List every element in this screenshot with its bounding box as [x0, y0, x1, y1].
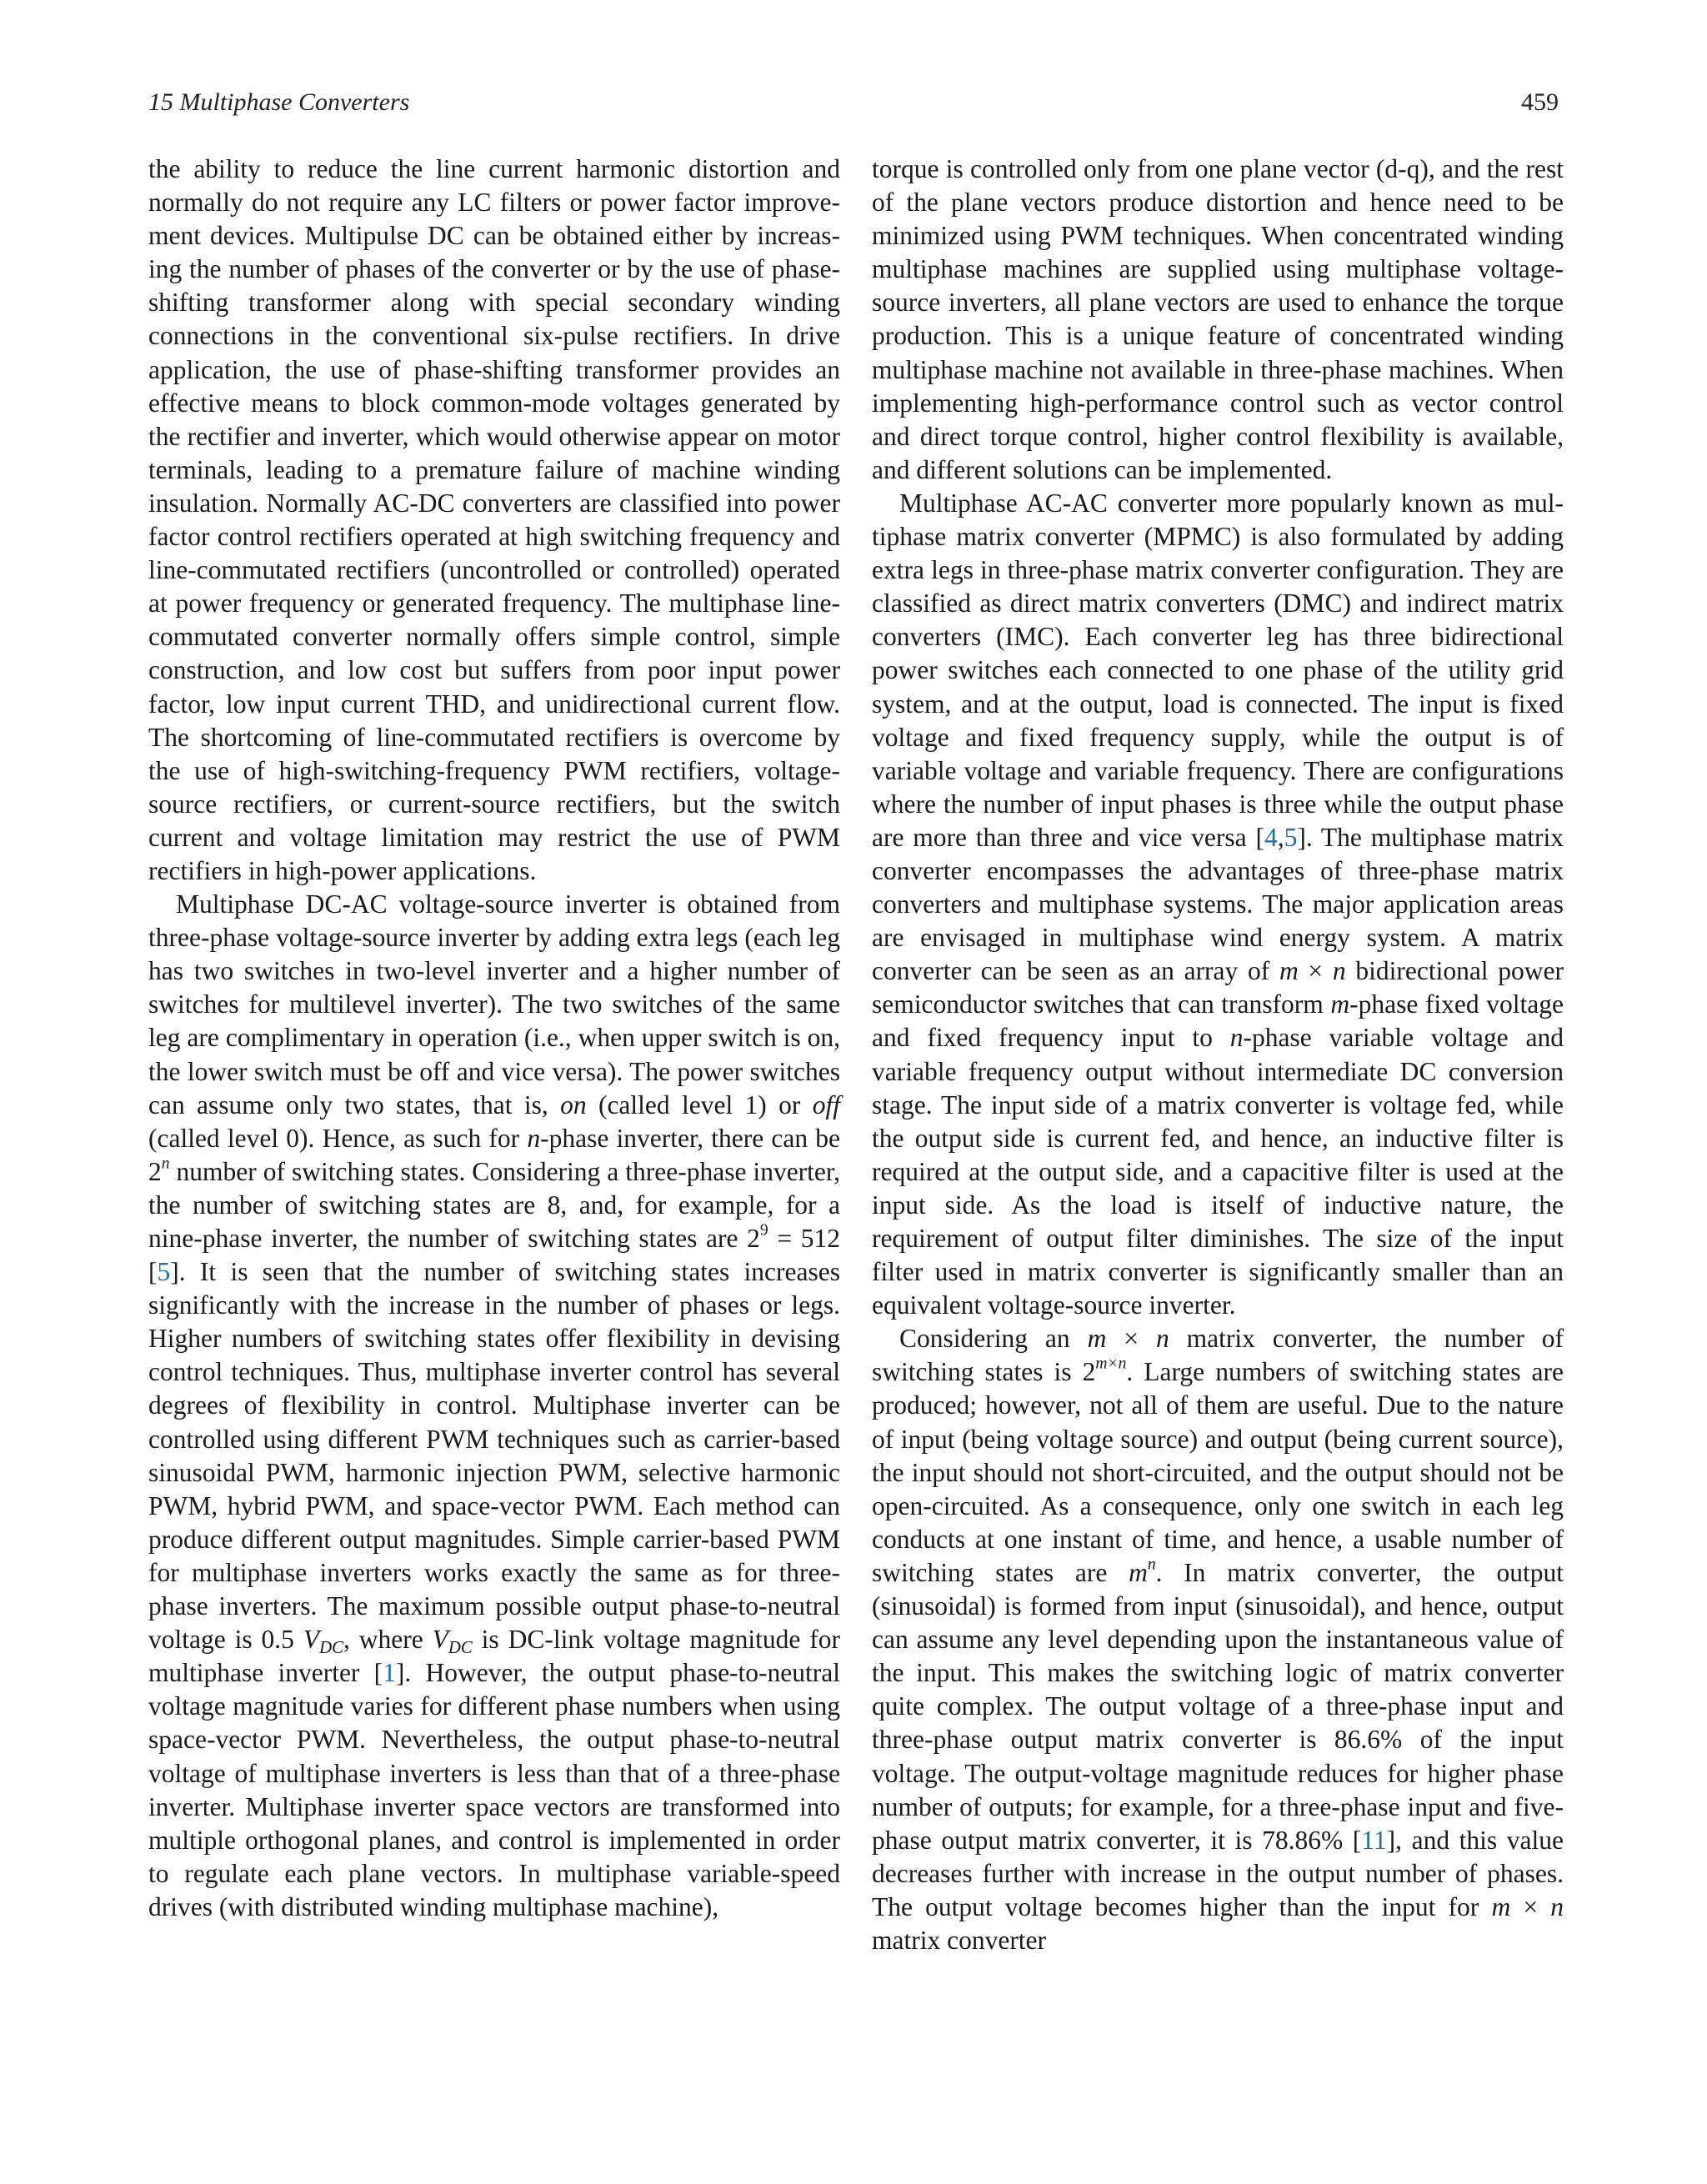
italic-term: off [812, 1089, 840, 1120]
math-subscript: DC [448, 1637, 473, 1657]
paragraph-rectifiers [148, 153, 840, 888]
right-column [872, 153, 1564, 1957]
text-run: is DC-link voltage magnitude for multiphase inverter [ [148, 1625, 840, 1688]
text-run: torque is controlled only from one plane vector (d-q), and the rest of the plane vectors produce distortion and hence need to be minimized using PWM techniques. When concentrated winding multiphase machines are supplied using multiphase voltage-source inverters, all plane vectors are used to enhance the torque production. This is a unique feature of concentrated winding multiphase machine not available in three-phase machines. When implementing high-performance control such as vector control and direct torque control, higher control flexibility is available, and different solutions can be implemented. [872, 154, 1564, 484]
paragraph-switching-states [872, 1322, 1564, 1957]
text-run: (called level 0). Hence, as such for [148, 1123, 528, 1153]
text-run: Multiphase DC-AC voltage-source inverter is obtained from three-phase voltage-source inverter by adding extra legs (each leg has two switches in two-level inverter and a higher number of switches for multilevel inverter). The two switches of the same leg are complimentary in operation (i.e., when upper switch is on, the lower switch must be off and vice versa). The power switches can assume only two states, that is, [148, 889, 840, 1120]
citation-link[interactable]: 5 [1284, 822, 1298, 852]
math-operator: × [1510, 1891, 1551, 1921]
text-run: ]. The multiphase matrix converter encompasses the advantages of three-phase matrix converters and multiphase systems. The major application areas are envisaged in multiphase wind energy system. A matrix converter can be seen as an array of [872, 822, 1564, 986]
paragraph-torque-control [872, 153, 1564, 487]
math-superscript: n [161, 1155, 170, 1173]
math-variable: V [303, 1625, 320, 1655]
text-run: . In matrix converter, the output (sinusoidal) is formed from input (sinusoidal), and hence, output can assume any level depending upon the instantaneous value of the input. This makes the switching logic of matrix converter quite complex. The output voltage of a three-phase input and three-phase output matrix converter is 86.6% of the input voltage. The output-voltage magnitude reduces for higher phase number of outputs; for example, for a three-phase input and five-phase output matrix converter, it is 78.86% [ [872, 1557, 1564, 1855]
text-run: bidirectional power semiconductor switches that can transform [872, 956, 1564, 1019]
text-run: -phase variable voltage and variable frequency output without intermediate DC conversion stage. The input side of a matrix converter is voltage fed, while the output side is current fed, and hence, an inductive filter is required at the output side, and a capacitive filter is used at the input side. As the load is itself of inductive nature, the requirement of output filter diminishes. The size of the input filter used in matrix converter is significantly smaller than an equivalent voltage-source inverter. [872, 1023, 1564, 1320]
math-operator: × [1106, 1324, 1156, 1354]
math-variable: n [1550, 1891, 1564, 1921]
text-run: -phase fixed voltage and fixed frequency input to [872, 989, 1564, 1053]
text-run: (called level 1) or [586, 1089, 813, 1120]
text-run: ]. It is seen that the number of switching states increases significantly with the increase in the number of phases or legs. Higher numbers of switching states offer flexibility in devising control techniques. Thus, multiphase inverter control has several degrees of flexibility in control. Multiphase inverter can be controlled using different PWM techniques such as carrier-based sinusoidal PWM, harmonic injection PWM, selective harmonic PWM, hybrid PWM, and space-vector PWM. Each method can produce different output magnitudes. Simple carrier-based PWM for multiphase inverters works exactly the same as for three-phase inverters. The maximum possible output phase-to-neutral voltage is 0.5 [148, 1257, 840, 1655]
italic-term: on [560, 1089, 587, 1120]
math-variable: m [1279, 956, 1299, 986]
math-variable: m [1129, 1557, 1148, 1587]
citation-link[interactable]: 5 [157, 1257, 171, 1287]
text-run: Multiphase AC-AC converter more popularly known as multiphase matrix converter (MPMC) is also formulated by adding extra legs in three-phase matrix converter configuration. They are classified as direct matrix converters (DMC) and indirect matrix converters (IMC). Each converter leg has three bidirectional power switches each connected to one phase of the utility grid system, and at the output, load is connected. The input is fixed voltage and fixed frequency supply, while the output is of variable voltage and variable frequency. There are configurations where the number of input phases is three while the output phase are more than three and vice versa [ [872, 488, 1564, 852]
text-run: ]. However, the output phase-to-neutral voltage magnitude varies for different phase numbers when using space-vector PWM. Nevertheless, the output phase-to-neutral voltage of multiphase inverters is less than that of a three-phase inverter. Multiphase inverter space vectors are transformed into multiple orthogonal planes, and control is implemented in order to regulate each plane vectors. In multiphase variable-speed drives (with distributed winding multiphase machine), [148, 1658, 840, 1921]
math-variable: n [1229, 1023, 1244, 1053]
text-run: . Large numbers of switching states are produced; however, not all of them are useful. Due to the nature of input (being voltage source) and output (being current source), the input should not short-circuited, and the output should not be open-circuited. As a consequence, only one switch in each leg conducts at one instant of time, and hence, a usable number of switching states are [872, 1357, 1564, 1587]
text-run: matrix converter, the number of switching states is 2 [872, 1324, 1564, 1387]
math-superscript: m×n [1095, 1355, 1127, 1373]
citation-link[interactable]: 11 [1361, 1825, 1387, 1855]
text-run: ], and this value decreases further with increase in the output number of phases. The output voltage becomes higher than the input for [872, 1825, 1564, 1921]
math-variable: m [1087, 1324, 1107, 1354]
math-operator: × [1298, 956, 1333, 986]
math-superscript: 9 [759, 1221, 768, 1240]
chapter-title: 15 Multiphase Converters [148, 88, 410, 116]
paragraph-matrix-converter [872, 487, 1564, 1322]
math-subscript: DC [319, 1637, 343, 1657]
text-run: Considering an [899, 1324, 1088, 1354]
math-superscript: n [1147, 1555, 1156, 1574]
text-run: matrix converter [872, 1925, 1047, 1955]
math-variable: n [527, 1123, 541, 1153]
running-head [148, 88, 1559, 117]
text-run: the ability to reduce the line current harmonic distortion and normally do not require any LC filters or power factor improvement devices. Multipulse DC can be obtained either by increasing the number of phases of the converter or by the use of phase-shifting transformer along with special secondary winding connections in the conventional six-pulse rectifiers. In drive application, the use of phase-shifting transformer provides an effective means to block common-mode voltages generated by the rectifier and inverter, which would otherwise appear on motor terminals, leading to a premature failure of machine winding insulation. Normally AC-DC converters are classified into power factor control rectifiers operated at high switching frequency and line-commutated rectifiers (uncontrolled or controlled) operated at power frequency or generated frequency. The multiphase line-commutated converter normally offers simple control, simple construction, and low cost but suffers from poor input power factor, low input current THD, and unidirectional current flow. The shortcoming of line-commutated rectifiers is overcome by the use of high-switching-frequency PWM rectifiers, voltage-source rectifiers, or current-source rectifiers, but the switch current and voltage limitation may restrict the use of PWM rectifiers in high-power applications. [148, 154, 840, 885]
page-number: 459 [1521, 88, 1559, 116]
paragraph-dc-ac-inverter [148, 888, 840, 1924]
text-run: , [1277, 822, 1284, 852]
text-run: , where [343, 1625, 433, 1655]
math-variable: m [1491, 1891, 1511, 1921]
math-variable: n [1155, 1324, 1169, 1354]
citation-link[interactable]: 1 [383, 1658, 396, 1688]
left-column [148, 153, 840, 1924]
math-variable: m [1330, 989, 1350, 1019]
text-run: number of switching states. Considering a three-phase inverter, the number of switching states are 8, and, for example, for a nine-phase inverter, the number of switching states are 2 [148, 1156, 840, 1253]
citation-link[interactable]: 4 [1264, 822, 1278, 852]
math-variable: V [432, 1625, 448, 1655]
math-variable: n [1332, 956, 1346, 986]
text-run: = 512 [ [148, 1224, 840, 1287]
text-run: -phase inverter, there can be 2 [148, 1123, 840, 1186]
